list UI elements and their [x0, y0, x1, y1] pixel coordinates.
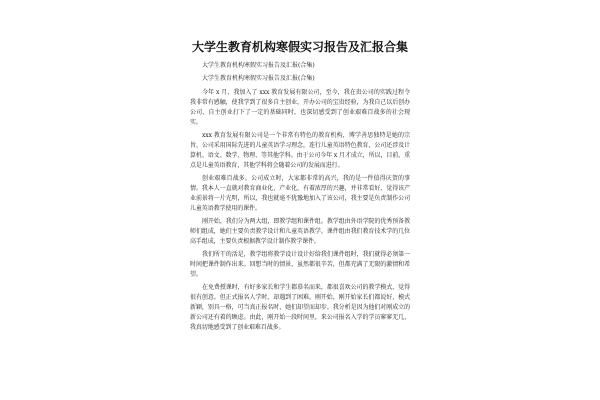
document-subtitle: 大学生教育机构寒假实习报告及汇报(合集)	[202, 62, 315, 69]
document-body	[190, 40, 410, 336]
document-title: 大学生教育机构寒假实习报告及汇报合集	[191, 40, 408, 54]
paragraph: 我们所干的活是，教学组将教学设计设计好给我们课件组时，我们就得必须第一时间把课件制作出来。回想当时的情景，虽然都很辛苦，但都充满了无限的激情和希望。	[190, 251, 410, 278]
paragraph: 今年 x 月，我加入了 xxx 教育发展有限公司，至今，我在贵公司的实践过程令我非常有感触，使我学到了很多自主创业，开办公司的宝贵经验，为我自己以后创办公司、自主创业打下了一定的基础同时，也深切感受到了创业艰难百战多的社会现实。	[190, 89, 410, 126]
paragraph: 在免费授课时，有好多家长和学生都慕名而来，都很喜欢公司的教学模式，觉得很有创意。但正式报名人学时，却遇到了困难。刚开始，刚开始家长们都说好，模式新颖，别具一格，可当真正报名时，她们却望而却步。我分析是因为他们对刚成立的新公司还有着的顾虑。由此，刚开始一段时间里，来公司报名入学的学员寥寥无几，我真切地感受到了创业艰难百战多。	[190, 284, 410, 331]
paragraph: xxx 教育发展有限公司是一个非常有特色的教育机构，博学善思独特是她的宗旨，公司采用国际先进的儿童英语学习理念，连行儿童英语特色教育，公司还涉及计算机、语文、数学、物理、等其他学科。由于公司今年 x 月才成立，所以，目前，重点是儿童英语教育，其他学科将会随着公司的发展而进行。	[190, 132, 410, 169]
document-subtitle: 大学生教育机构寒假实习报告及汇报(合集)	[202, 75, 315, 82]
paragraph: 刚开始，我们分为两大组，即教学组和课件组。教学组由外语学院的优秀预备教师们组成，她们主要负责教学设计和儿童英语教学。课件组由我们教育技术学的几位高手组成，主要负责根据教学设计制作教学课件。	[190, 218, 410, 245]
paragraph: 创业艰难百战多。公司成立时，大家都非常的高兴，我的是一件值得庆贺的事情。我本人一直就对教育商业化、产业化，有着浓厚的兴趣，并非常看好，觉得该产业前景将一片光明，所以，我也就毫不犹豫地加入了该公司，我主要是负责制作公司儿童英语教学使用的课件。	[190, 175, 410, 212]
